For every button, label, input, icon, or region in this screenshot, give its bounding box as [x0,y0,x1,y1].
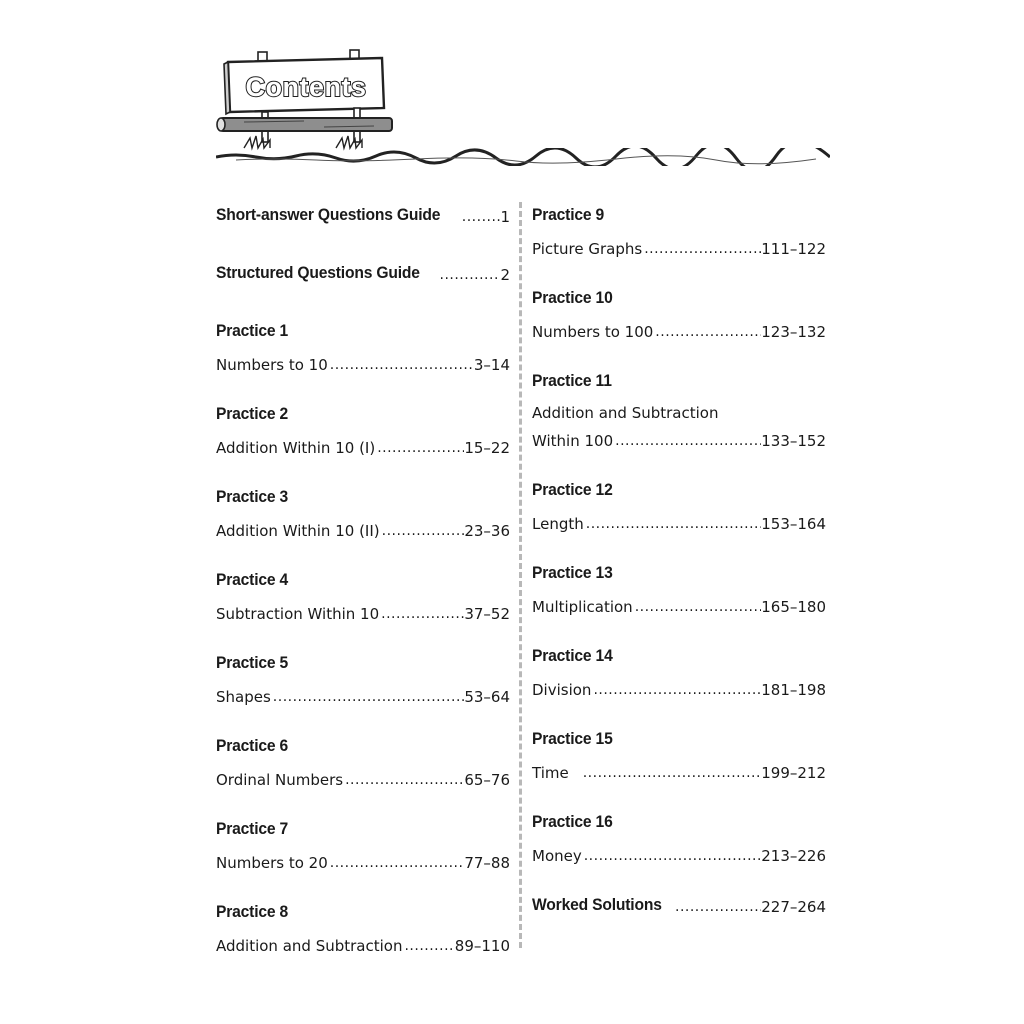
toc-entry[interactable] [216,204,510,226]
toc-entry[interactable] [532,204,826,258]
contents-right-column [532,204,826,916]
leader-dots [460,208,501,226]
toc-entry[interactable] [532,562,826,616]
entry-title: Numbers to 100 [532,323,654,341]
leader-dots [581,764,762,782]
entry-heading: Practice 8 [216,902,289,921]
leader-dots [613,432,761,450]
entry-title: Picture Graphs [532,240,643,258]
entry-title: Numbers to 20 [216,854,328,872]
ground-divider [216,148,830,166]
entry-heading: Worked Solutions [532,895,662,914]
toc-entry[interactable] [532,811,826,865]
entry-pages: 181–198 [761,681,826,699]
leader-dots [653,323,761,341]
entry-title: Within 100 [532,432,614,450]
toc-entry[interactable] [216,403,510,457]
entry-pages: 2 [500,266,510,284]
entry-heading: Practice 14 [532,646,613,665]
entry-heading: Practice 15 [532,729,613,748]
toc-entry[interactable] [532,894,826,916]
entry-heading: Practice 2 [216,404,289,423]
toc-entry[interactable] [216,569,510,623]
entry-pages: 53–64 [464,688,510,706]
entry-heading: Short-answer Questions Guide [216,205,441,224]
entry-heading: Practice 7 [216,819,289,838]
entry-title-line1: Addition and Subtraction [532,404,719,422]
toc-entry[interactable] [216,320,510,374]
entry-heading: Practice 10 [532,288,613,307]
toc-entry[interactable] [216,486,510,540]
entry-title: Division [532,681,592,699]
entry-pages: 111–122 [761,240,826,258]
entry-heading: Practice 12 [532,480,613,499]
entry-heading: Practice 3 [216,487,289,506]
leader-dots [584,515,761,533]
contents-left-column [216,204,510,955]
entry-title: Addition and Subtraction [216,937,403,955]
entry-title: Length [532,515,584,533]
entry-pages: 133–152 [761,432,826,450]
contents-title: Contents [245,72,367,102]
leader-dots [328,854,465,872]
entry-pages: 165–180 [761,598,826,616]
toc-entry[interactable] [532,645,826,699]
toc-entry[interactable] [216,901,510,955]
entry-heading: Practice 16 [532,812,613,831]
entry-title: Multiplication [532,598,633,616]
entry-heading: Structured Questions Guide [216,263,420,282]
toc-entry[interactable] [216,262,510,284]
leader-dots [642,240,761,258]
leader-dots [633,598,762,616]
leader-dots [591,681,761,699]
entry-title: Addition Within 10 (II) [216,522,380,540]
column-divider [519,202,522,948]
entry-heading: Practice 5 [216,653,289,672]
toc-entry[interactable] [216,735,510,789]
entry-pages: 37–52 [464,605,510,623]
toc-entry[interactable] [532,479,826,533]
leader-dots [438,266,501,284]
entry-pages: 15–22 [464,439,510,457]
entry-title: Time [532,764,569,782]
entry-pages: 23–36 [464,522,510,540]
contents-sign [214,48,400,160]
entry-pages: 89–110 [454,937,510,955]
entry-pages: 123–132 [761,323,826,341]
entry-title: Numbers to 10 [216,356,328,374]
entry-pages: 3–14 [473,356,510,374]
entry-heading: Practice 11 [532,371,612,390]
entry-heading: Practice 6 [216,736,289,755]
entry-pages: 65–76 [464,771,510,789]
entry-heading: Practice 13 [532,563,613,582]
entry-title: Money [532,847,582,865]
leader-dots [271,688,465,706]
entry-pages: 199–212 [761,764,826,782]
entry-pages: 213–226 [761,847,826,865]
leader-dots [673,898,761,916]
entry-heading: Practice 4 [216,570,289,589]
entry-pages: 1 [500,208,510,226]
entry-title: Addition Within 10 (I) [216,439,376,457]
entry-title: Shapes [216,688,271,706]
entry-heading: Practice 1 [216,321,289,340]
toc-entry[interactable] [532,370,826,450]
leader-dots [328,356,474,374]
leader-dots [343,771,464,789]
toc-entry[interactable] [216,652,510,706]
entry-pages: 227–264 [761,898,826,916]
entry-heading: Practice 9 [532,205,605,224]
entry-pages: 77–88 [464,854,510,872]
entry-title: Subtraction Within 10 [216,605,380,623]
entry-pages: 153–164 [761,515,826,533]
toc-entry[interactable] [532,287,826,341]
leader-dots [582,847,762,865]
leader-dots [380,522,465,540]
leader-dots [379,605,464,623]
toc-entry[interactable] [532,728,826,782]
toc-entry[interactable] [216,818,510,872]
entry-title: Ordinal Numbers [216,771,344,789]
leader-dots [375,439,464,457]
leader-dots [402,937,454,955]
